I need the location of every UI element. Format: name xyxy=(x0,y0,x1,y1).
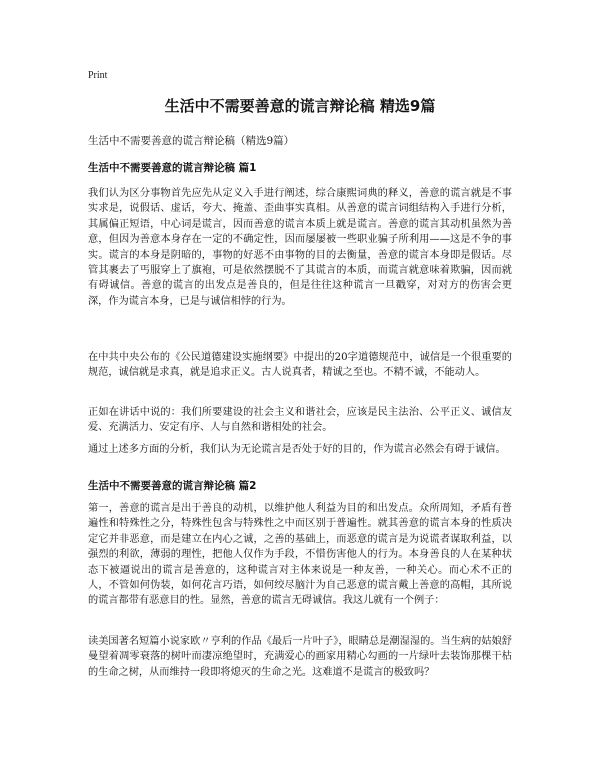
paragraph: 通过上述多方面的分析，我们认为无论谎言是否处于好的目的，作为谎言必然会有碍于诚信。 xyxy=(88,444,506,455)
paragraph: 在中共中央公布的《公民道德建设实施纲要》中提出的20字道德规范中，诚信是一个很重要的规范，诚信就是求真，就是追求正义。古人说真者，精诚之至也。不精不诚，不能动人。 xyxy=(88,352,512,379)
section-heading-2: 生活中不需要善意的谎言辩论稿 篇2 xyxy=(88,480,257,492)
document-subtitle: 生活中不需要善意的谎言辩论稿（精选9篇） xyxy=(88,135,295,147)
paragraph: 第一，善意的谎言是出于善良的动机，以维护他人利益为目的和出发点。众所周知，矛盾有普遍性和特殊性之分，特殊性包含与特殊性之中而区别于普遍性。就其善意的谎言本身的性质决定它并非恶意，而是建立在内心之诚，之善的基础上，而恶意的谎言是为说谎者谋取利益，以强烈的利欲，薄弱的理性，把他人仅作为手段，不惜伤害他人的行为。本身善良的人在某种状态下被逼说出的谎言是善意的，这种谎言对主体来说是一种友善，一种关心。而心术不正的人，不管如何伪装，如何花言巧语，如何绞尽脑汁为自己恶意的谎言戴上善意的高帽，其所说的谎言都带有恶意目的性。显然，善意的谎言无碍诚信。我这儿就有一个例子： xyxy=(88,503,512,607)
print-label: Print xyxy=(88,70,108,81)
section-heading-1: 生活中不需要善意的谎言辩论稿 篇1 xyxy=(88,162,257,174)
paragraph: 正如在讲话中说的：我们所要建设的社会主义和谐社会，应该是民主法治、公平正义、诚信友爱、充满活力、安定有序、人与自然和谐相处的社会。 xyxy=(88,407,512,434)
paragraph: 我们认为区分事物首先应先从定义入手进行阐述，综合康熙词典的释义，善意的谎言就是不事实求是，说假话、虚话，夸大、掩盖、歪曲事实真相。从善意的谎言词组结构入手进行分析，其属偏正短语，中心词是谎言，因而善意的谎言本质上就是谎言。善意的谎言其动机虽然为善意，但因为善意本身存在一定的不确定性，因而屡屡被一些职业骗子所利用——这是不争的事实。谎言的本身是阴暗的，事物的好恶不由事物的目的去衡量，善意的谎言本身即是假话。尽管其裹去了丐服穿上了旗袍，可是依然摆脱不了其谎言的本质，而谎言就意味着欺骗，因而就有碍诚信。善意的谎言的出发点是善良的，但是往往这种谎言一旦戳穿，对对方的伤害会更深，作为谎言本身，已是与诚信相悖的行为。 xyxy=(88,188,512,307)
document-title: 生活中不需要善意的谎言辩论稿 精选9篇 xyxy=(164,97,436,115)
paragraph: 读美国著名短篇小说家欧〃亨利的作品《最后一片叶子》，眼睛总是潮湿湿的。当生病的姑娘舒曼望着凋零衰落的树叶而凄凉绝望时，充满爱心的画家用精心勾画的一片绿叶去装饰那棵干枯的生命之树，从而维持一段即将熄灭的生命之光。这难道不是谎言的极致吗？ xyxy=(88,636,512,678)
